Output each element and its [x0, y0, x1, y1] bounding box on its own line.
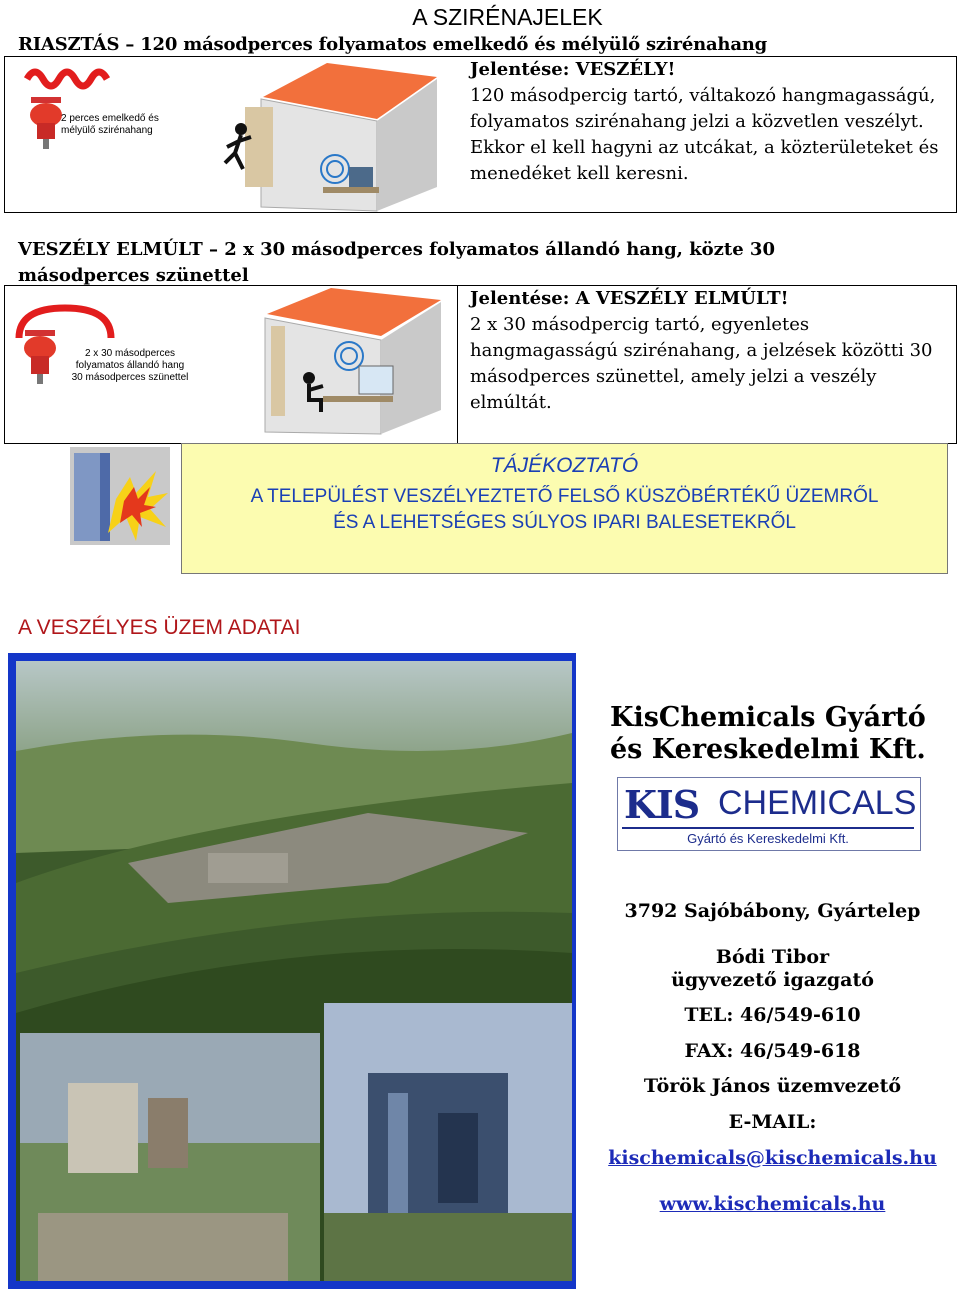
company-name-line: és Kereskedelmi Kft. — [610, 734, 926, 765]
all-clear-heading: VESZÉLY ELMÚLT – 2 x 30 másodperces folyamatos állandó hang, közte 30 másodperces szünettel — [18, 239, 775, 286]
info-title: TÁJÉKOZTATÓ — [490, 454, 639, 477]
alarm-desc: 120 másodpercig tartó, váltakozó hangmagasságú, folyamatos szirénahang jelzi a közvetlen veszélyt. — [470, 85, 936, 132]
info-box — [181, 443, 948, 574]
aerial-plant-photo — [8, 653, 576, 1289]
ceo-name: Bódi Tibor — [715, 946, 830, 968]
website-link[interactable]: www.kischemicals.hu — [659, 1193, 886, 1215]
company-logo — [617, 777, 921, 851]
all-clear-desc: 2 x 30 másodpercig tartó, egyenletes hangmagasságú szirénahang, a jelzések közötti 30 másodperces szünettel, amely jelzi a veszély elmúltát. — [470, 314, 933, 413]
siren-caption: 2 perces emelkedő és — [61, 113, 159, 124]
siren-caption: folyamatos állandó hang — [75, 360, 185, 371]
phone: TEL: 46/549-610 — [684, 1004, 861, 1026]
info-line: ÉS A LEHETSÉGES SÚLYOS IPARI BALESETEKRŐL — [333, 512, 796, 533]
company-name-line: KisChemicals Gyártó — [610, 702, 926, 733]
logo-word: CHEMICALS — [718, 784, 917, 822]
email-label: E-MAIL: — [728, 1111, 817, 1133]
siren-caption: 2 x 30 másodperces — [84, 348, 176, 359]
siren-caption: mélyülő szirénahang — [61, 125, 153, 136]
alarm-heading: RIASZTÁS – 120 másodperces folyamatos emelkedő és mélyülő szirénahang — [18, 34, 768, 55]
logo-subtitle: Gyártó és Kereskedelmi Kft. — [622, 827, 914, 846]
plant-section-heading: A VESZÉLYES ÜZEM ADATAI — [18, 616, 301, 639]
all-clear-box — [4, 285, 957, 444]
company-name — [610, 702, 930, 766]
hazard-explosion-image — [70, 447, 170, 545]
plant-manager: Török János üzemvezető — [643, 1075, 902, 1097]
alarm-box — [4, 56, 957, 213]
alarm-illustration — [5, 57, 457, 212]
alarm-text — [470, 57, 954, 187]
all-clear-illustration — [5, 286, 457, 443]
ceo-title: ügyvezető igazgató — [671, 969, 874, 991]
all-clear-text — [470, 286, 954, 416]
logo-mark: KIS — [624, 782, 700, 827]
alarm-advice: Ekkor el kell hagyni az utcákat, a közterületeket és menedéket kell keresni. — [470, 137, 939, 184]
ceo-block — [600, 946, 945, 992]
all-clear-meaning: Jelentése: A VESZÉLY ELMÚLT! — [470, 288, 789, 309]
email-link[interactable]: kischemicals@kischemicals.hu — [608, 1147, 937, 1169]
alarm-meaning: Jelentése: VESZÉLY! — [470, 59, 676, 80]
info-line: A TELEPÜLÉST VESZÉLYEZTETŐ FELSŐ KÜSZÖBÉRTÉKŰ ÜZEMRŐL — [250, 486, 879, 507]
page-title: A SZIRÉNAJELEK — [412, 4, 603, 30]
siren-caption: 30 másodperces szünettel — [71, 372, 189, 383]
company-address: 3792 Sajóbábony, Gyártelep — [624, 900, 921, 922]
plant-photo-frame — [8, 653, 576, 1289]
fax: FAX: 46/549-618 — [684, 1040, 861, 1062]
